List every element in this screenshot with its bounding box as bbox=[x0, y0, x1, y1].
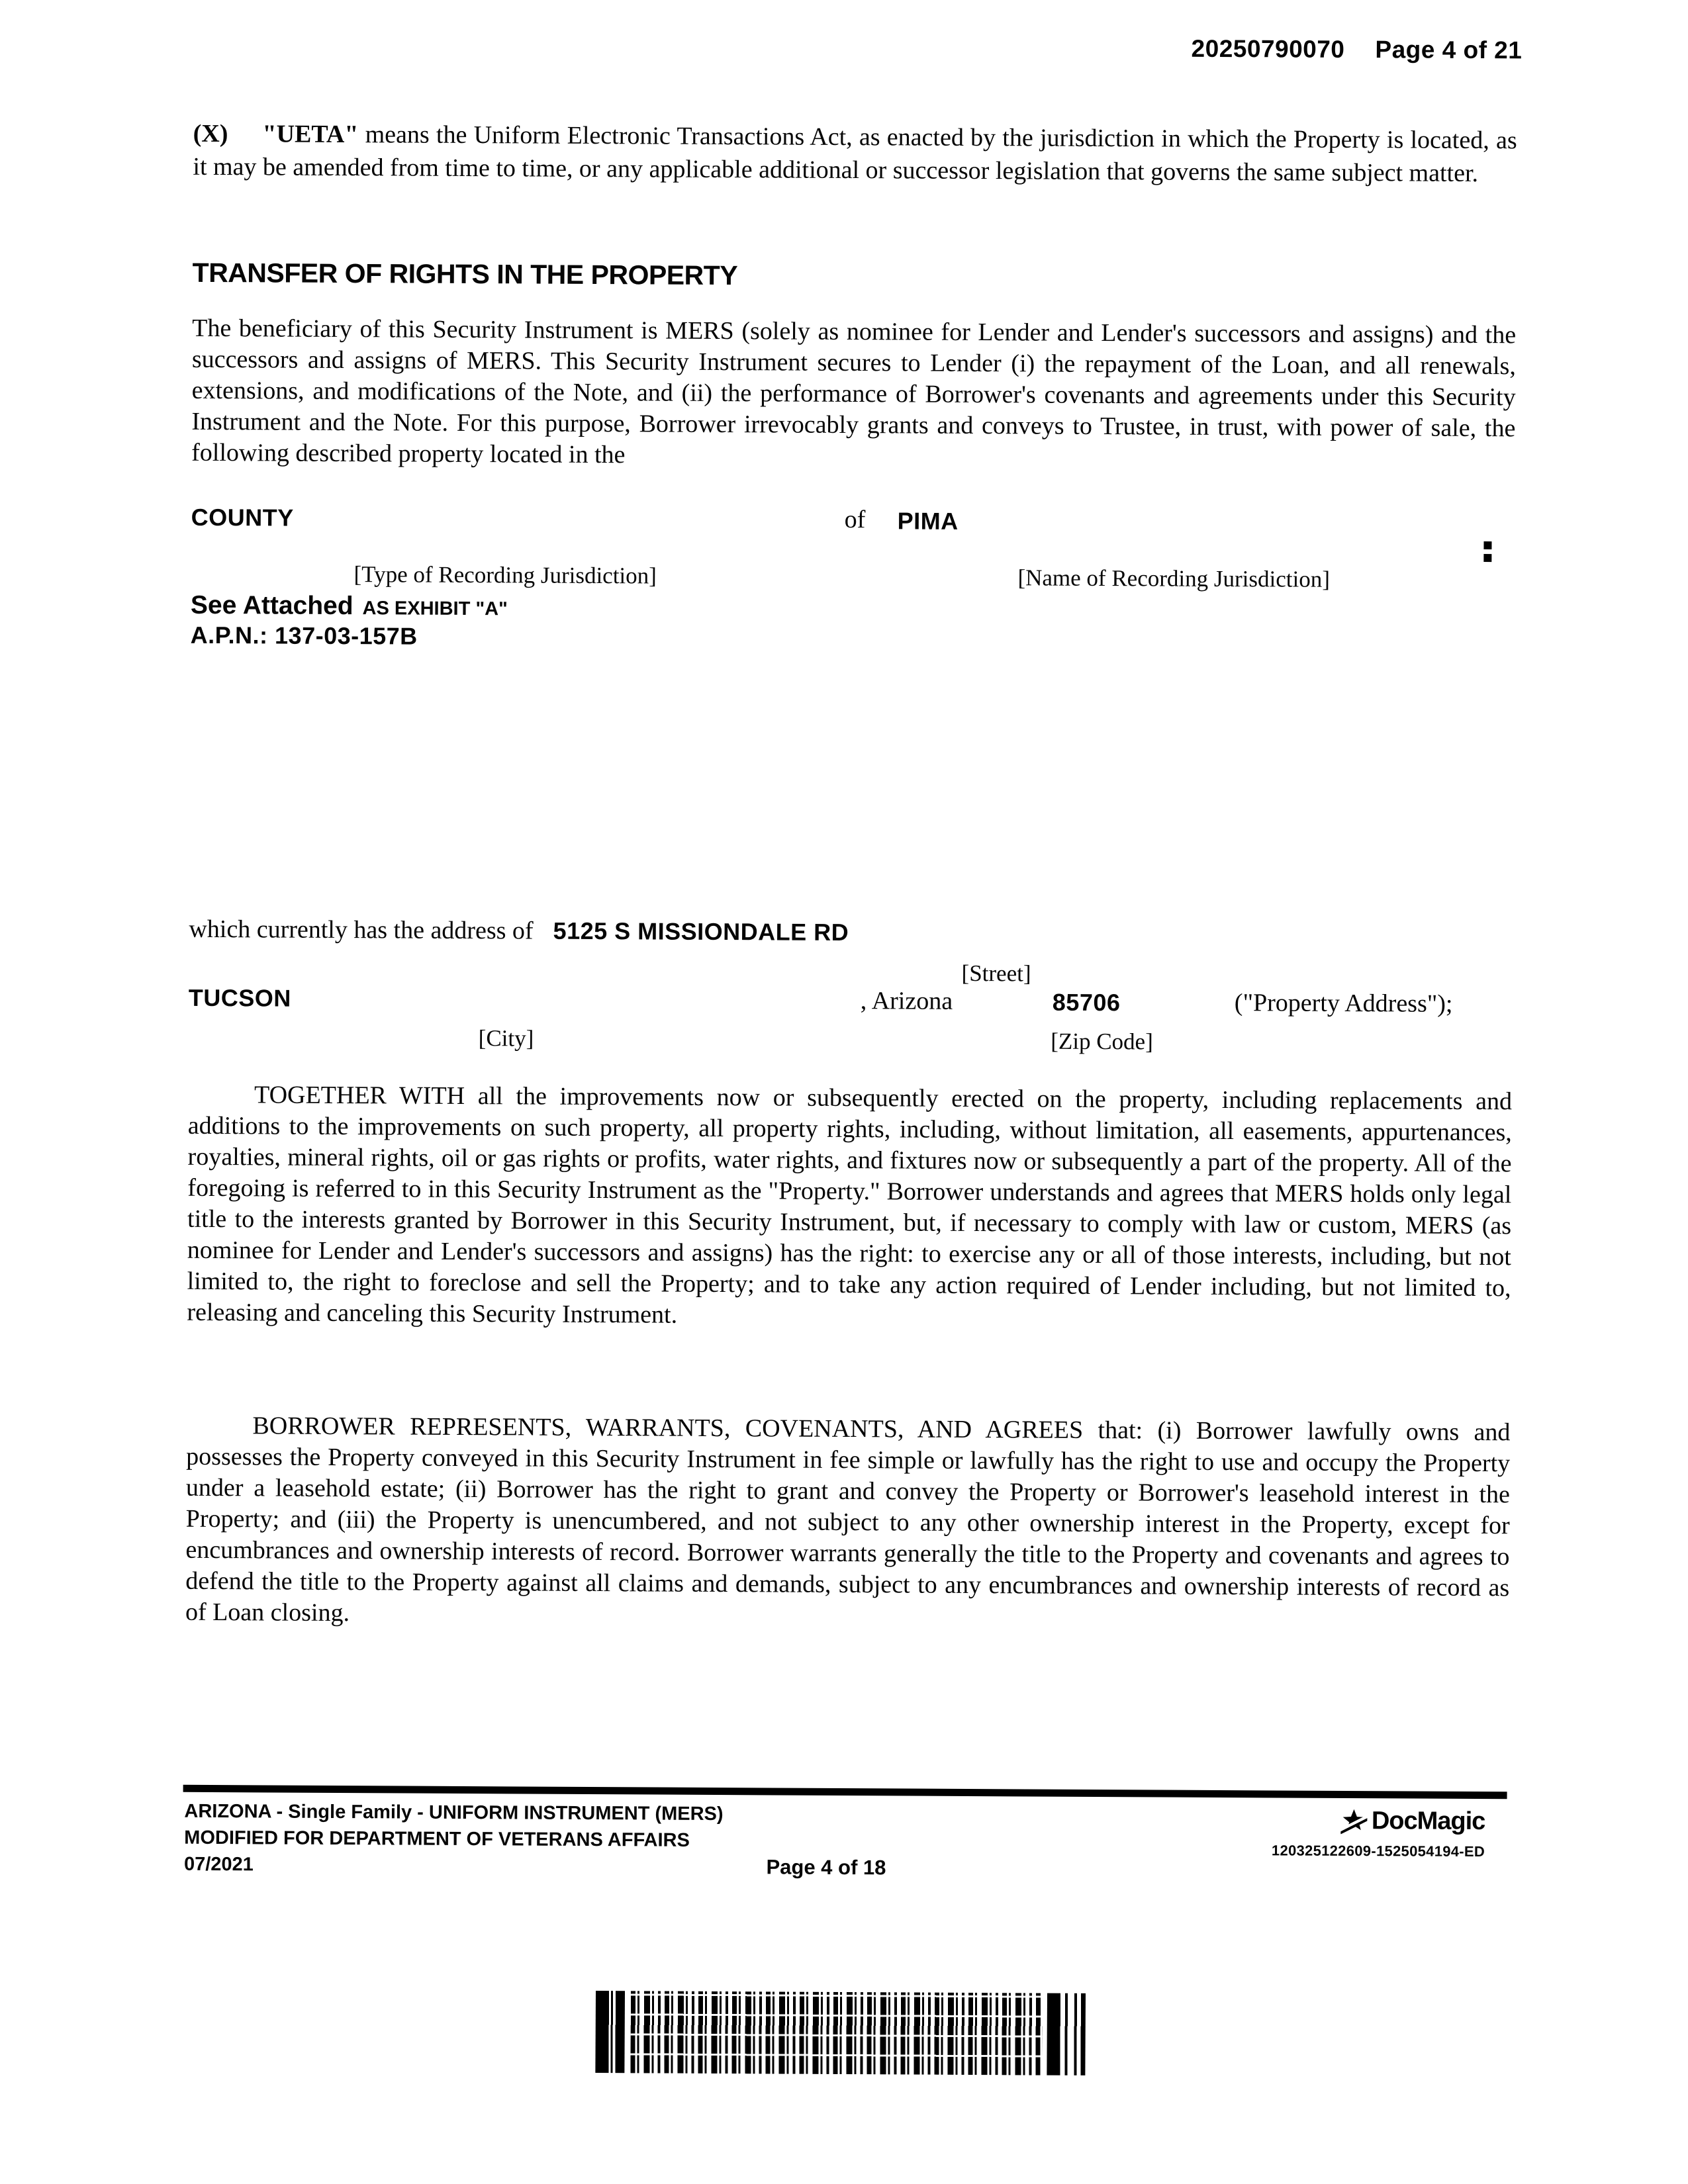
footer-form-line-1: ARIZONA - Single Family - UNIFORM INSTRUMENT (MERS) bbox=[184, 1800, 724, 1825]
footer-form-line-2: MODIFIED FOR DEPARTMENT OF VETERANS AFFAIRS bbox=[184, 1827, 690, 1851]
scan-artifact-colon bbox=[1483, 541, 1491, 549]
docmagic-brand-text: DocMagic bbox=[1371, 1807, 1485, 1836]
footer-form-line-3: 07/2021 bbox=[183, 1853, 254, 1876]
state-text: , Arizona bbox=[860, 987, 953, 1015]
of-label: of bbox=[844, 505, 866, 534]
barcode bbox=[595, 1991, 1086, 2075]
footer-rule bbox=[183, 1785, 1507, 1799]
zip-value: 85706 bbox=[1052, 988, 1121, 1017]
recording-page-label: Page 4 of 21 bbox=[1375, 36, 1523, 64]
barcode-pattern bbox=[630, 1991, 1043, 2075]
jurisdiction-type-value: COUNTY bbox=[191, 503, 294, 531]
recording-header bbox=[1191, 35, 1522, 65]
docmagic-star-slash-icon bbox=[1340, 1807, 1367, 1834]
barcode-end-guard bbox=[1047, 1993, 1086, 2075]
barcode-start-guard bbox=[595, 1991, 625, 2073]
see-attached-line bbox=[191, 591, 508, 622]
city-value: TUCSON bbox=[188, 983, 291, 1012]
clause-text: means the Uniform Electronic Transactions Act, as enacted by the jurisdiction in which the Property is located, as it may be amended from time to time, or any applicable additional or successor legislation that governs the same subject matter. bbox=[193, 120, 1517, 187]
exhibit-text: AS EXHIBIT "A" bbox=[362, 598, 508, 620]
address-line bbox=[189, 914, 849, 948]
street-caption: [Street] bbox=[961, 960, 1031, 987]
clause-ueta-paragraph bbox=[193, 117, 1517, 190]
docmagic-code: 120325122609-1525054194-ED bbox=[1271, 1842, 1485, 1860]
section-heading: TRANSFER OF RIGHTS IN THE PROPERTY bbox=[192, 257, 738, 291]
name-caption: [Name of Recording Jurisdiction] bbox=[1017, 565, 1331, 592]
type-caption: [Type of Recording Jurisdiction] bbox=[353, 561, 657, 589]
footer-page-label: Page 4 of 18 bbox=[766, 1855, 886, 1880]
apn-text: A.P.N.: 137-03-157B bbox=[190, 621, 418, 650]
jurisdiction-name-value: PIMA bbox=[897, 507, 959, 535]
street-value: 5125 S MISSIONDALE RD bbox=[553, 917, 849, 946]
clause-term: "UETA" bbox=[262, 120, 359, 149]
property-address-label: ("Property Address"); bbox=[1234, 989, 1453, 1018]
zip-caption: [Zip Code] bbox=[1051, 1028, 1153, 1055]
beneficiary-paragraph: The beneficiary of this Security Instrument is MERS (solely as nominee for Lender and Lender's successors and assigns) and the successors and assigns of MERS. This Security Instrument secures to Lender (i) the repayment of the Loan, and all renewals, extensions, and modifications of the Note, and (ii) the performance of Borrower's covenants and agreements under this Security Instrument and the Note. For this purpose, Borrower irrevocably grants and conveys to Trustee, in trust, with power of sale, the following described property located in the bbox=[191, 314, 1517, 469]
address-lead: which currently has the address of bbox=[189, 915, 534, 945]
borrower-paragraph: BORROWER REPRESENTS, WARRANTS, COVENANTS, AND AGREES that: (i) Borrower lawfully owns and possesses the Property conveyed in this Security Instrument in fee simple or lawfully has the right to use and occupy the Property under a leasehold estate; (ii) Borrower has the right to grant and convey the Property or Borrower's leasehold interest in the Property; and (iii) the Property is unencumbered, and not subject to any other ownership interest in the Property, except for encumbrances and ownership interests of record. Borrower warrants generally the title to the Property and covenants and agrees to defend the title to the Property against all claims and demands, subject to any encumbrances and ownership interests of record as of Loan closing. bbox=[185, 1412, 1511, 1627]
docmagic-brand bbox=[1340, 1807, 1485, 1836]
clause-label: (X) bbox=[193, 119, 228, 148]
city-caption: [City] bbox=[478, 1025, 534, 1052]
together-paragraph: TOGETHER WITH all the improvements now or subsequently erected on the property, including replacements and additions to the improvements on such property, all property rights, including, without limitation, all easements, appurtenances, royalties, mineral rights, oil or gas rights or profits, water rights, and fixtures now or subsequently a part of the property. All of the foregoing is referred to in this Security Instrument as the "Property." Borrower understands and agrees that MERS holds only legal title to the interests granted by Borrower in this Security Instrument, but, if necessary to comply with law or custom, MERS (as nominee for Lender and Lender's successors and assigns) has the right: to exercise any or all of those interests, including, but not limited to, the right to foreclose and sell the Property; and to take any action required of Lender including, but not limited to, releasing and canceling this Security Instrument. bbox=[187, 1081, 1513, 1329]
see-attached-text: See Attached bbox=[190, 590, 353, 621]
recording-number: 20250790070 bbox=[1191, 34, 1345, 63]
